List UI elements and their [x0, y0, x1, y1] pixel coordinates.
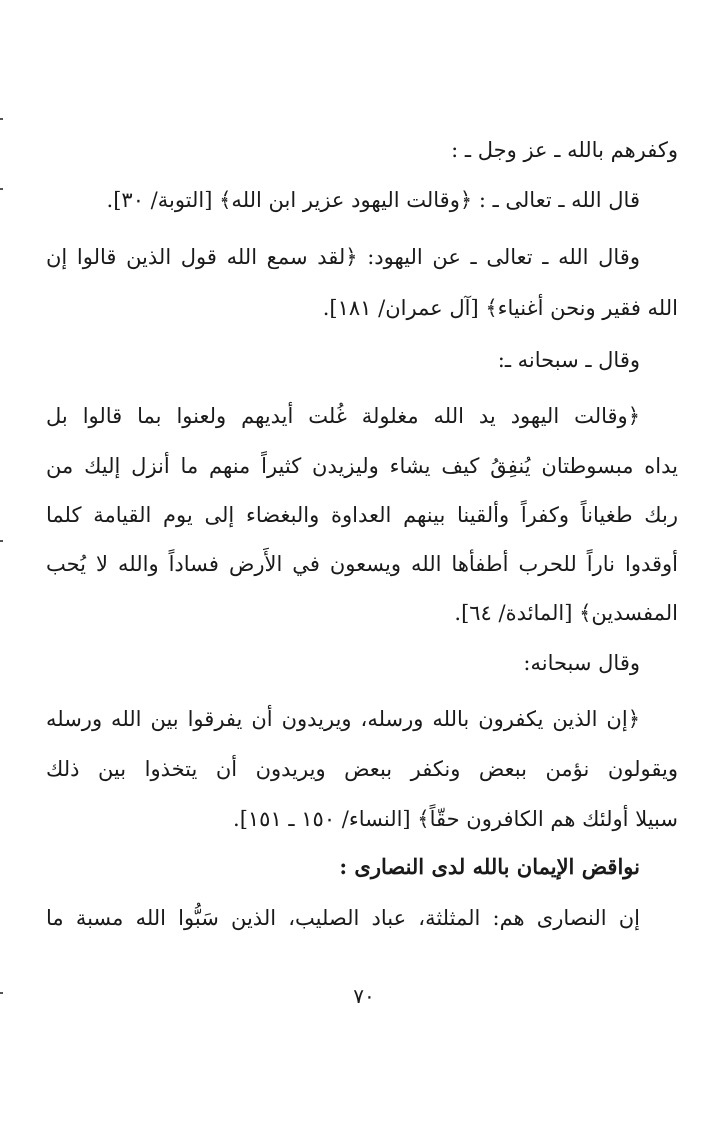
quran-verse-line: أوقدوا ناراً للحرب أطفأها الله ويسعون في الأَرض فساداً والله لا يُحب	[46, 552, 678, 576]
margin-mark	[0, 118, 3, 120]
text-line: وقال الله ـ تعالى ـ عن اليهود: ﴿لقد سمع الله قول الذين قالوا إن	[46, 245, 640, 269]
margin-mark	[0, 540, 3, 542]
text-line: الله فقير ونحن أغنياء﴾ [آل عمران/ ١٨١].	[322, 296, 678, 320]
quran-verse-line: يداه مبسوطتان يُنفِقُ كيف يشاء وليزيدن كثيراً منهم ما أنزل إليك من	[46, 454, 678, 478]
page-number: ٧٠	[353, 984, 375, 1008]
quran-verse-line: ويقولون نؤمن ببعض ونكفر ببعض ويريدون أن يتخذوا بين ذلك	[46, 757, 678, 781]
section-heading: نواقض الإيمان بالله لدى النصارى :	[339, 854, 640, 879]
text-line: وقال سبحانه:	[523, 651, 640, 675]
quran-verse-line: ﴿وقالت اليهود يد الله مغلولة غُلت أيديهم ولعنوا بما قالوا بل	[46, 404, 640, 428]
text-line: وكفرهم بالله ـ عز وجل ـ :	[451, 138, 678, 162]
quran-verse-line: ربك طغياناً وكفراً وألقينا بينهم العداوة والبغضاء إلى يوم القيامة كلما	[46, 503, 678, 527]
text-line: إن النصارى هم: المثلثة، عباد الصليب، الذين سَبُّوا الله مسبة ما	[46, 906, 640, 930]
text-line: قال الله ـ تعالى ـ : ﴿وقالت اليهود عزير ابن الله﴾ [التوبة/ ٣٠].	[106, 188, 640, 212]
text-line: وقال ـ سبحانه ـ:	[497, 348, 640, 372]
quran-verse-line: سبيلا أولئك هم الكافرون حقّاً﴾ [النساء/ ١٥٠ ـ ١٥١].	[233, 807, 678, 831]
quran-verse-line: المفسدين﴾ [المائدة/ ٦٤].	[454, 601, 678, 625]
quran-verse-line: ﴿إن الذين يكفرون بالله ورسله، ويريدون أن يفرقوا بين الله ورسله	[46, 707, 640, 731]
margin-mark	[0, 188, 3, 190]
